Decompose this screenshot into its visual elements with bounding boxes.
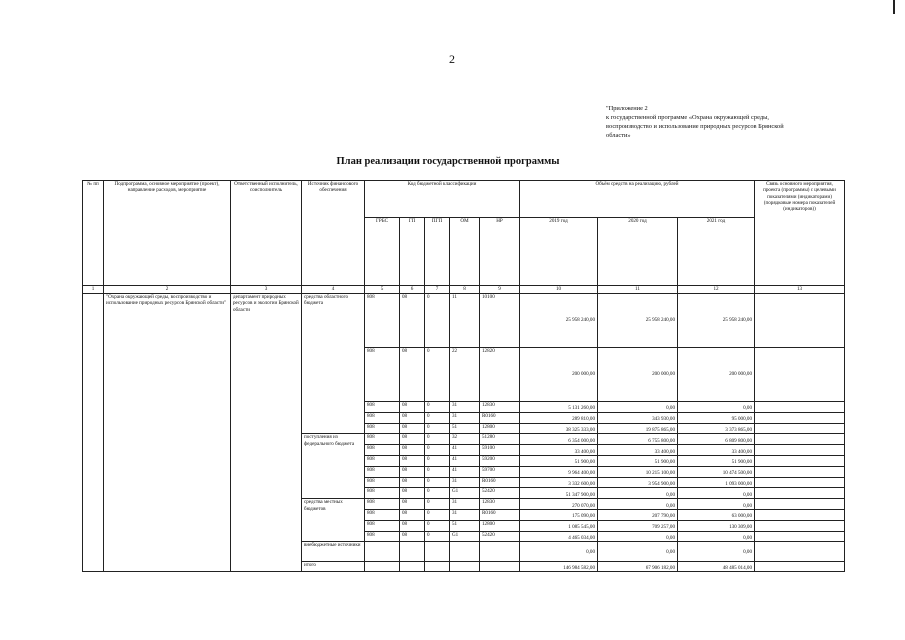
- cell-gp: 08: [400, 488, 425, 499]
- cell-grbs: 808: [365, 455, 400, 466]
- cell-om: 32: [450, 434, 480, 445]
- cell-2021: 0,00: [678, 488, 755, 499]
- cell-link: [755, 509, 845, 520]
- col-header-2020: 2020 год: [598, 218, 678, 286]
- cell-2021: 3 373 865,00: [678, 423, 755, 434]
- cell-2020: 67 906 182,00: [598, 562, 678, 572]
- cell-grbs: 808: [365, 499, 400, 510]
- cell-link: [755, 412, 845, 423]
- col-header-nr: НР: [480, 218, 520, 286]
- column-number: 3: [231, 286, 302, 294]
- cell-grbs: 808: [365, 488, 400, 499]
- source-total: итого: [302, 562, 365, 572]
- cell-pgp: 0: [425, 499, 450, 510]
- cell-om: 41: [450, 445, 480, 456]
- cell-2021: 95 000,00: [678, 412, 755, 423]
- cell-nr: 12830: [480, 402, 520, 413]
- cell-nr: 12820: [480, 348, 520, 402]
- cell-nr: [480, 562, 520, 572]
- cell-link: [755, 348, 845, 402]
- row-num-cell: [83, 294, 104, 572]
- cell-pgp: 0: [425, 294, 450, 348]
- cell-2019: 38 325 333,00: [520, 423, 598, 434]
- cell-om: 22: [450, 348, 480, 402]
- col-header-link: Связь основного мероприятия, проекта (программы) с целевыми показателями (индикаторами) (порядковые номера показателей (индикаторов)): [755, 181, 845, 286]
- cell-grbs: 808: [365, 466, 400, 477]
- cell-nr: R0160: [480, 412, 520, 423]
- cell-2021: 0,00: [678, 531, 755, 542]
- cell-2020: 207 790,00: [598, 509, 678, 520]
- col-header-subprogram: Подпрограмма, основное мероприятие (проект), направление расходов, мероприятие: [104, 181, 231, 286]
- cell-grbs: [365, 542, 400, 562]
- cell-pgp: 0: [425, 423, 450, 434]
- cell-gp: 08: [400, 402, 425, 413]
- cell-link: [755, 402, 845, 413]
- cell-om: 31: [450, 477, 480, 488]
- source-local: средства местных бюджетов: [302, 499, 365, 542]
- cell-link: [755, 466, 845, 477]
- col-header-volume: Объём средств на реализацию, рублей: [520, 181, 755, 218]
- cell-om: [450, 542, 480, 562]
- cell-om: 31: [450, 412, 480, 423]
- cell-2019: 3 332 600,00: [520, 477, 598, 488]
- source-federal: поступления из федерального бюджета: [302, 434, 365, 499]
- cell-link: [755, 499, 845, 510]
- cell-grbs: 808: [365, 423, 400, 434]
- cell-nr: 59100: [480, 445, 520, 456]
- cell-2020: 33 400,00: [598, 445, 678, 456]
- cell-2019: 4 465 034,00: [520, 531, 598, 542]
- column-number: 12: [678, 286, 755, 294]
- cell-pgp: 0: [425, 445, 450, 456]
- cell-2019: 51 900,00: [520, 455, 598, 466]
- cell-om: G1: [450, 531, 480, 542]
- cell-link: [755, 455, 845, 466]
- cell-2019: 200 000,00: [520, 348, 598, 402]
- cell-om: 31: [450, 402, 480, 413]
- column-number: 6: [400, 286, 425, 294]
- cell-grbs: 808: [365, 509, 400, 520]
- cell-link: [755, 294, 845, 348]
- cell-link: [755, 488, 845, 499]
- cell-grbs: [365, 562, 400, 572]
- cell-link: [755, 542, 845, 562]
- cell-2020: 0,00: [598, 499, 678, 510]
- cell-pgp: 0: [425, 412, 450, 423]
- cell-nr: 59700: [480, 466, 520, 477]
- cell-grbs: 808: [365, 531, 400, 542]
- col-header-pgp: ПГП: [425, 218, 450, 286]
- column-number: 10: [520, 286, 598, 294]
- cell-gp: 08: [400, 531, 425, 542]
- cell-om: 41: [450, 466, 480, 477]
- cell-om: G1: [450, 488, 480, 499]
- cell-pgp: [425, 562, 450, 572]
- cell-nr: 12800: [480, 520, 520, 531]
- cell-om: 31: [450, 509, 480, 520]
- cell-2019: 0,00: [520, 542, 598, 562]
- cell-om: [450, 562, 480, 572]
- cell-grbs: 808: [365, 477, 400, 488]
- column-number: 2: [104, 286, 231, 294]
- cell-om: 31: [450, 499, 480, 510]
- cell-pgp: 0: [425, 488, 450, 499]
- col-header-2019: 2019 год: [520, 218, 598, 286]
- column-number-row: [83, 286, 845, 294]
- col-header-executor: Ответственный исполнитель, соисполнитель: [231, 181, 302, 286]
- cell-nr: 51280: [480, 434, 520, 445]
- document-title: План реализации государственной программы: [336, 156, 560, 167]
- cell-2019: 9 964 400,00: [520, 466, 598, 477]
- appendix-line: воспроизводство и использование природных ресурсов Брянской: [606, 123, 784, 131]
- column-number: 8: [450, 286, 480, 294]
- cell-gp: 08: [400, 348, 425, 402]
- cell-2020: 0,00: [598, 531, 678, 542]
- cell-gp: 08: [400, 423, 425, 434]
- cell-2019: 146 984 582,00: [520, 562, 598, 572]
- cell-2020: 19 875 865,00: [598, 423, 678, 434]
- table-row: [83, 294, 845, 348]
- cell-pgp: 0: [425, 531, 450, 542]
- cell-2021: 0,00: [678, 402, 755, 413]
- cell-gp: [400, 562, 425, 572]
- cell-2019: 270 070,00: [520, 499, 598, 510]
- cell-link: [755, 531, 845, 542]
- cell-2021: 25 958 240,00: [678, 294, 755, 348]
- cell-link: [755, 477, 845, 488]
- cell-grbs: 808: [365, 348, 400, 402]
- cell-nr: 52420: [480, 531, 520, 542]
- col-header-gp: ГП: [400, 218, 425, 286]
- source-regional: средства областного бюджета: [302, 294, 365, 434]
- cell-2021: 63 000,00: [678, 509, 755, 520]
- cell-link: [755, 434, 845, 445]
- cell-gp: 08: [400, 477, 425, 488]
- cell-2019: 5 131 260,00: [520, 402, 598, 413]
- cell-2021: 130 309,00: [678, 520, 755, 531]
- cell-om: 41: [450, 455, 480, 466]
- cell-2020: 0,00: [598, 488, 678, 499]
- cell-nr: R0160: [480, 477, 520, 488]
- cell-2019: 175 090,00: [520, 509, 598, 520]
- cell-pgp: [425, 542, 450, 562]
- cell-gp: 08: [400, 412, 425, 423]
- cell-gp: [400, 542, 425, 562]
- cell-nr: 59200: [480, 455, 520, 466]
- column-number: 4: [302, 286, 365, 294]
- col-header-grbs: ГРБС: [365, 218, 400, 286]
- cell-2020: 0,00: [598, 402, 678, 413]
- cell-2019: 6 354 000,00: [520, 434, 598, 445]
- cell-2019: 25 958 240,00: [520, 294, 598, 348]
- scan-edge-mark: [893, 0, 895, 14]
- cell-2020: 51 900,00: [598, 455, 678, 466]
- cell-2020: 0,00: [598, 542, 678, 562]
- column-number: 1: [83, 286, 104, 294]
- cell-2021: 0,00: [678, 542, 755, 562]
- cell-2020: 200 000,00: [598, 348, 678, 402]
- cell-grbs: 808: [365, 434, 400, 445]
- cell-gp: 08: [400, 445, 425, 456]
- cell-nr: 12800: [480, 423, 520, 434]
- cell-2021: 1 093 000,00: [678, 477, 755, 488]
- cell-grbs: 808: [365, 402, 400, 413]
- cell-om: 51: [450, 423, 480, 434]
- cell-link: [755, 520, 845, 531]
- program-executor: департамент природных ресурсов и экологии Брянской области: [231, 294, 302, 572]
- col-header-num: № пп: [83, 181, 104, 286]
- cell-2020: 6 755 800,00: [598, 434, 678, 445]
- cell-pgp: 0: [425, 477, 450, 488]
- appendix-note: [606, 104, 836, 140]
- cell-2020: 10 215 100,00: [598, 466, 678, 477]
- cell-pgp: 0: [425, 466, 450, 477]
- cell-gp: 08: [400, 509, 425, 520]
- cell-2019: 1 085 545,00: [520, 520, 598, 531]
- cell-gp: 08: [400, 434, 425, 445]
- cell-2021: 48 485 014,00: [678, 562, 755, 572]
- cell-2019: 51 347 900,00: [520, 488, 598, 499]
- cell-pgp: 0: [425, 348, 450, 402]
- cell-gp: 08: [400, 466, 425, 477]
- cell-2020: 709 257,00: [598, 520, 678, 531]
- cell-2019: 33 400,00: [520, 445, 598, 456]
- appendix-line: "Приложение 2: [606, 105, 648, 112]
- cell-nr: 52420: [480, 488, 520, 499]
- cell-nr: R0160: [480, 509, 520, 520]
- column-number: 9: [480, 286, 520, 294]
- cell-2020: 3 954 900,00: [598, 477, 678, 488]
- source-extra: внебюджетные источники: [302, 542, 365, 562]
- plan-table: [82, 180, 845, 572]
- col-header-2021: 2021 год: [678, 218, 755, 286]
- cell-2021: 0,00: [678, 499, 755, 510]
- cell-gp: 08: [400, 520, 425, 531]
- cell-2021: 33 400,00: [678, 445, 755, 456]
- cell-2019: 289 810,00: [520, 412, 598, 423]
- cell-pgp: 0: [425, 455, 450, 466]
- column-number: 11: [598, 286, 678, 294]
- cell-om: 11: [450, 294, 480, 348]
- column-number: 13: [755, 286, 845, 294]
- cell-grbs: 808: [365, 412, 400, 423]
- cell-nr: [480, 542, 520, 562]
- appendix-line: к государственной программе «Охрана окружающей среды,: [606, 114, 769, 122]
- program-name: "Охрана окружающей среды, воспроизводство и использование природных ресурсов Брянской области": [104, 294, 231, 572]
- column-number: 5: [365, 286, 400, 294]
- header-row: [83, 181, 845, 218]
- cell-pgp: 0: [425, 509, 450, 520]
- cell-gp: 08: [400, 455, 425, 466]
- cell-nr: 10100: [480, 294, 520, 348]
- cell-grbs: 808: [365, 294, 400, 348]
- cell-link: [755, 445, 845, 456]
- cell-gp: 08: [400, 294, 425, 348]
- cell-2020: 25 958 240,00: [598, 294, 678, 348]
- col-header-om: ОМ: [450, 218, 480, 286]
- cell-pgp: 0: [425, 434, 450, 445]
- cell-link: [755, 423, 845, 434]
- cell-om: 51: [450, 520, 480, 531]
- cell-2021: 200 000,00: [678, 348, 755, 402]
- cell-2021: 10 474 500,00: [678, 466, 755, 477]
- cell-grbs: 808: [365, 520, 400, 531]
- cell-2020: 343 930,00: [598, 412, 678, 423]
- col-header-source: Источник финансового обеспечения: [302, 181, 365, 286]
- appendix-line: области»: [606, 132, 631, 140]
- cell-grbs: 808: [365, 445, 400, 456]
- cell-nr: 12830: [480, 499, 520, 510]
- cell-2021: 6 809 800,00: [678, 434, 755, 445]
- cell-pgp: 0: [425, 402, 450, 413]
- cell-pgp: 0: [425, 520, 450, 531]
- col-header-budget-code: Код бюджетной классификации: [365, 181, 520, 218]
- column-number: 7: [425, 286, 450, 294]
- page-number: 2: [449, 52, 455, 66]
- cell-gp: 08: [400, 499, 425, 510]
- cell-link: [755, 562, 845, 572]
- cell-2021: 51 900,00: [678, 455, 755, 466]
